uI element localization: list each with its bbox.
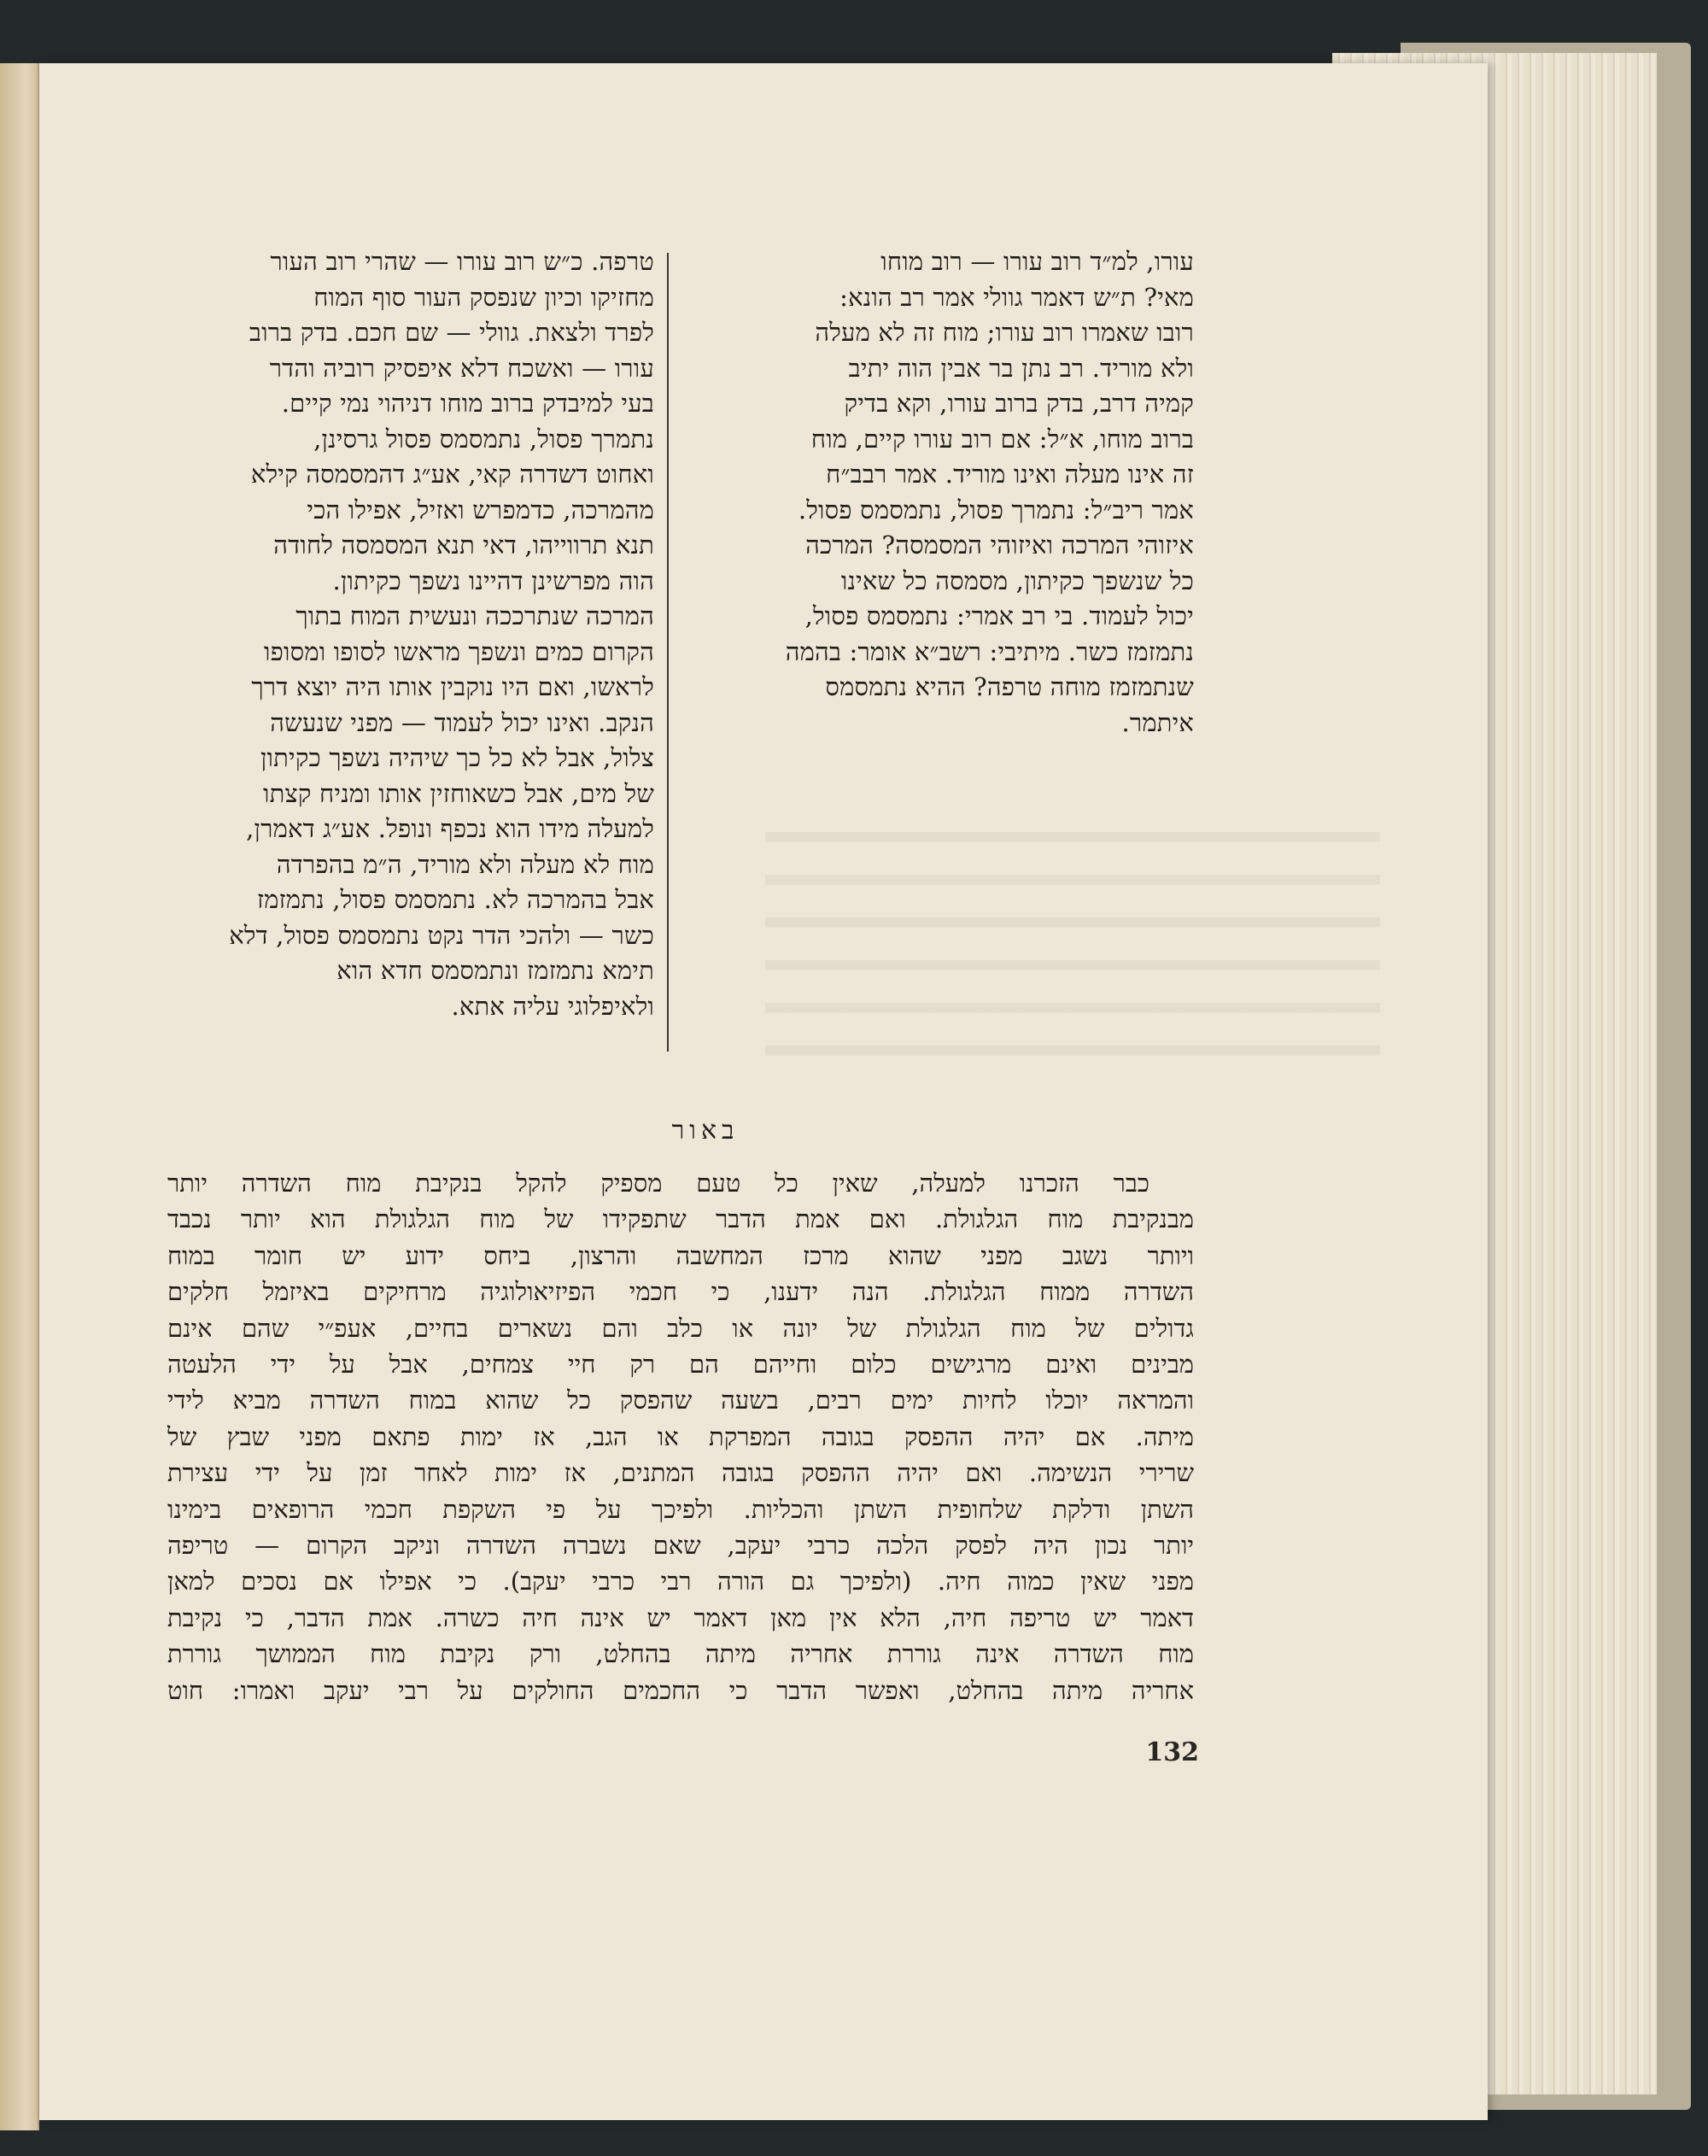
text-line: השתן ודלקת שלחופית השתן והכליות. ולפיכך על פי השקפת חכמי הרופאים בימינו [167,1494,1194,1524]
facing-page-edge [0,63,39,2130]
text-line: יכול לעמוד. בי רב אמרי: נתמסמס פסול, [804,601,1194,630]
text-line: עורו, למ״ד רוב עורו — רוב מוחו [880,247,1194,276]
text-line: השדרה ממוח הגלגולת. הנה ידענו, כי חכמי הפיזיאולוגיה מרחיקים באיזמל חלקים [167,1277,1194,1307]
text-line: מיתה. אם יהיה ההפסק בגובה המפרקת או הגב, אז ימות פתאם מפני שבץ של [167,1421,1194,1451]
text-line: כל שנשפך כקיתון, מסמסה כל שאינו [840,565,1194,595]
text-line: הוה מפרשינן דהיינו נשפך כקיתון. [332,565,654,595]
text-line: כשר — ולהכי הדר נקט נתמסמס פסול, דלא [229,920,654,950]
text-line: הנקב. ואינו יכול לעמוד — מפני שנעשה [270,707,654,737]
text-line: שרירי הנשימה. ואם יהיה ההפסק בגובה המתנים, אז ימות לאחר זמן על ידי עצירת [167,1458,1194,1488]
text-line: מאי? ת״ש דאמר גוולי אמר רב הונא: [839,282,1194,312]
text-line: בעי למיבדק ברוב מוחו דניהוי נמי קיים. [281,389,654,418]
text-line: למעלה מידו הוא נכפף ונופל. אע״ג דאמרן, [246,814,654,843]
book-page [39,63,1488,2120]
show-through-shadow [765,832,1380,1088]
text-line: קמיה דרב, בדק ברוב עורו, וקא בדיק [844,389,1194,418]
text-line: אמר ריב״ל: נתמרך פסול, נתמסמס פסול. [798,495,1194,524]
text-line: אבל בהמרכה לא. נתמסמס פסול, נתמזמז [256,885,654,914]
text-line: לראשו, ואם היו נוקבין אותו היה יוצא דרך [251,672,654,701]
text-line: ולאיפלוגי עליה אתא. [451,991,654,1021]
text-line: מחזיקו וכיון שנפסק העור סוף המוח [313,282,654,312]
text-line: מבנקיבת מוח הגלגולת. ואם אמת הדבר שתפקידו של מוח הגלגולת הוא יותר נכבד [167,1204,1194,1234]
section-heading: באור [671,1116,740,1145]
text-line: תנא תרווייהו, דאי תנא המסמסה לחודה [273,530,654,560]
text-line: גדולים של מוח הגלגולת של יונה או כלב והם נשארים בחיים, אעפ״י שהם אינם [167,1313,1194,1343]
page-number: 132 [1145,1737,1199,1767]
text-line: ברוב מוחו, א״ל: אם רוב עורו קיים, מוח [810,424,1194,454]
text-line: המרכה שנתרככה ונעשית המוח בתוך [295,601,654,630]
rashi-commentary-column [166,244,654,1024]
text-line: עורו — ואשכח דלא איפסיק רוביה והדר [269,353,654,383]
text-line: מוח לא מעלה ולא מוריד, ה״מ בהפרדה [276,849,654,879]
text-line: מבינים ואינם מרגישים כלום וחייהם הם רק חיי צמחים, אבל על ידי הלעטה [167,1350,1194,1380]
text-line: רובו שאמרו רוב עורו; מוח זה לא מעלה [815,318,1194,347]
text-line: מהמרכה, כדמפרש ואזיל, אפילו הכי [307,495,654,524]
text-line: הקרום כמים ונשפך מראשו לסופו ומסופו [264,636,654,666]
text-line: שנתמזמז מוחה טרפה? ההיא נתמסמס [825,672,1194,701]
text-line: מפני שאין כמוה חיה. (ולפיכך גם הורה רבי כרבי יעקב). כי אפילו אם נסכים למאן [167,1567,1194,1596]
text-line: לפרד ולצאת. גוולי — שם חכם. בדק ברוב [249,318,654,347]
text-line: נתמזמז כשר. מיתיבי: רשב״א אומר: בהמה [785,636,1194,666]
column-divider [667,253,669,1052]
text-line: ואחוט דשדרה קאי, אע״ג דהמסמסה קילא [250,460,654,489]
text-line: ולא מוריד. רב נתן בר אבין הוה יתיב [848,353,1194,383]
text-line: נתמרך פסול, נתמסמס פסול גרסינן, [313,424,654,454]
text-line: איתמר. [1121,707,1194,737]
text-line: ויותר נשגב מפני שהוא מרכז המחשבה והרצון, ביחס ידוע יש חומר במוח [167,1240,1194,1270]
text-line: כבר הזכרנו למעלה, שאין כל טעם מספיק להקל בנקיבת מוח השדרה יותר [167,1169,1149,1198]
text-line: יותר נכון היה לפסק הלכה כרבי יעקב, שאם נשברה השדרה וניקב הקרום — טריפה [167,1531,1194,1561]
text-line: איזוהי המרכה ואיזוהי המסמסה? המרכה [805,530,1194,560]
text-line: צלול, אבל לא כל כך שיהיה נשפך כקיתון [260,743,654,772]
text-line: מוח השדרה אינה גוררת אחריה מיתה בהחלט, ורק נקיבת מוח הממושך גוררת [167,1639,1194,1669]
text-line: טרפה. כ״ש רוב עורו — שהרי רוב העור [270,247,654,276]
text-line: זה אינו מעלה ואינו מוריד. אמר רבב״ח [826,460,1194,489]
commentary-paragraph [167,1165,1194,1708]
text-line: של מים, אבל כשאוחזין אותו ומניח קצתו [263,778,654,808]
text-line: תימא נתמזמז ונתמסמס חדא הוא [336,956,654,985]
talmud-text-column [697,244,1194,741]
text-line: והמראה יוכלו לחיות ימים רבים, בשעה שהפסק כל שהוא במוח השדרה מביא לידי [167,1386,1194,1415]
text-line: דאמר יש טריפה חיה, הלא אין מאן דאמר יש אינה חיה כשרה. אמת הדבר, כי נקיבת [167,1602,1194,1632]
text-line: אחריה מיתה בהחלט, ואפשר הדבר כי החכמים החולקים על רבי יעקב ואמרו: חוט [167,1675,1194,1705]
